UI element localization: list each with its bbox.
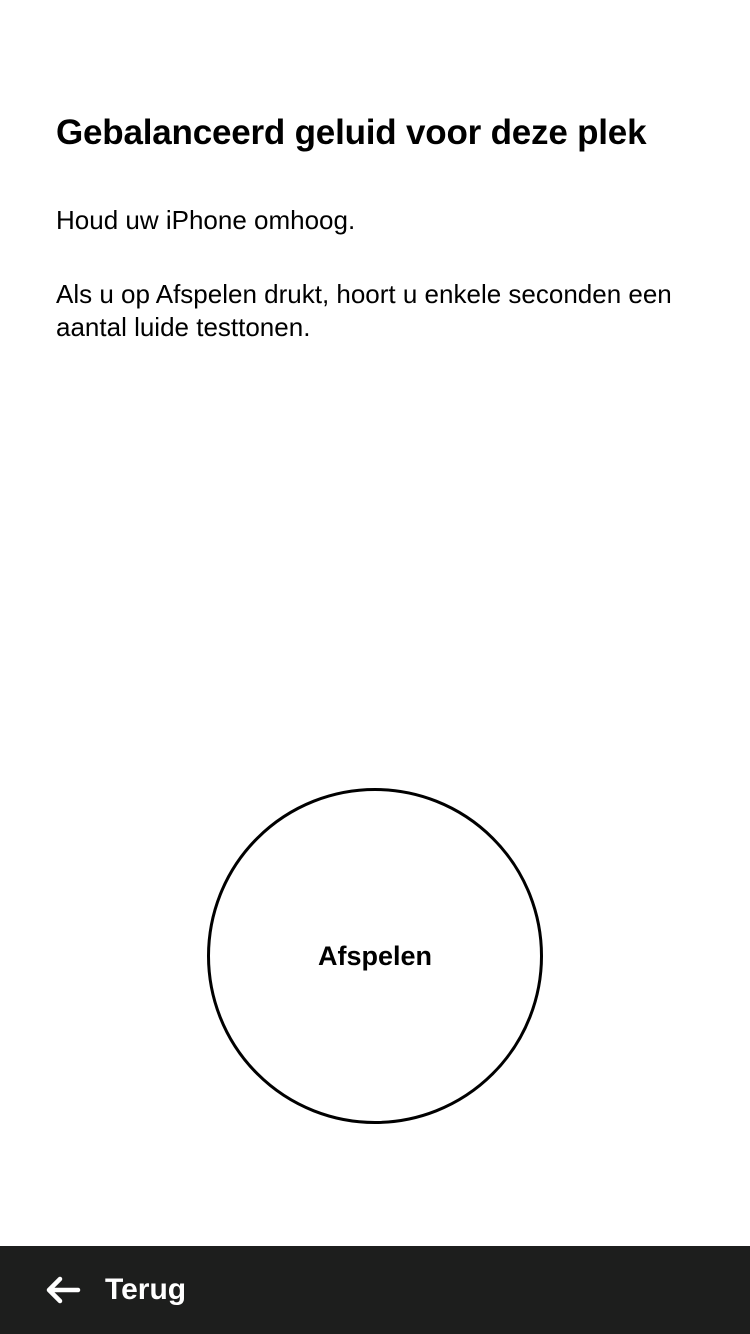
back-button[interactable]: [44, 1246, 186, 1334]
instruction-text-test-tones: Als u op Afspelen drukt, hoort u enkele seconden een aantal luide testtonen.: [56, 279, 672, 342]
page-title: Gebalanceerd geluid voor deze plek: [56, 113, 647, 152]
instructions-section: [56, 110, 706, 344]
play-button-label: Afspelen: [317, 940, 433, 971]
arrow-left-icon: [44, 1275, 82, 1305]
back-button-label: Terug: [105, 1273, 187, 1306]
instruction-text-hold-phone: Houd uw iPhone omhoog.: [56, 205, 356, 235]
play-button[interactable]: [207, 788, 543, 1124]
bottom-bar: [0, 1246, 750, 1334]
